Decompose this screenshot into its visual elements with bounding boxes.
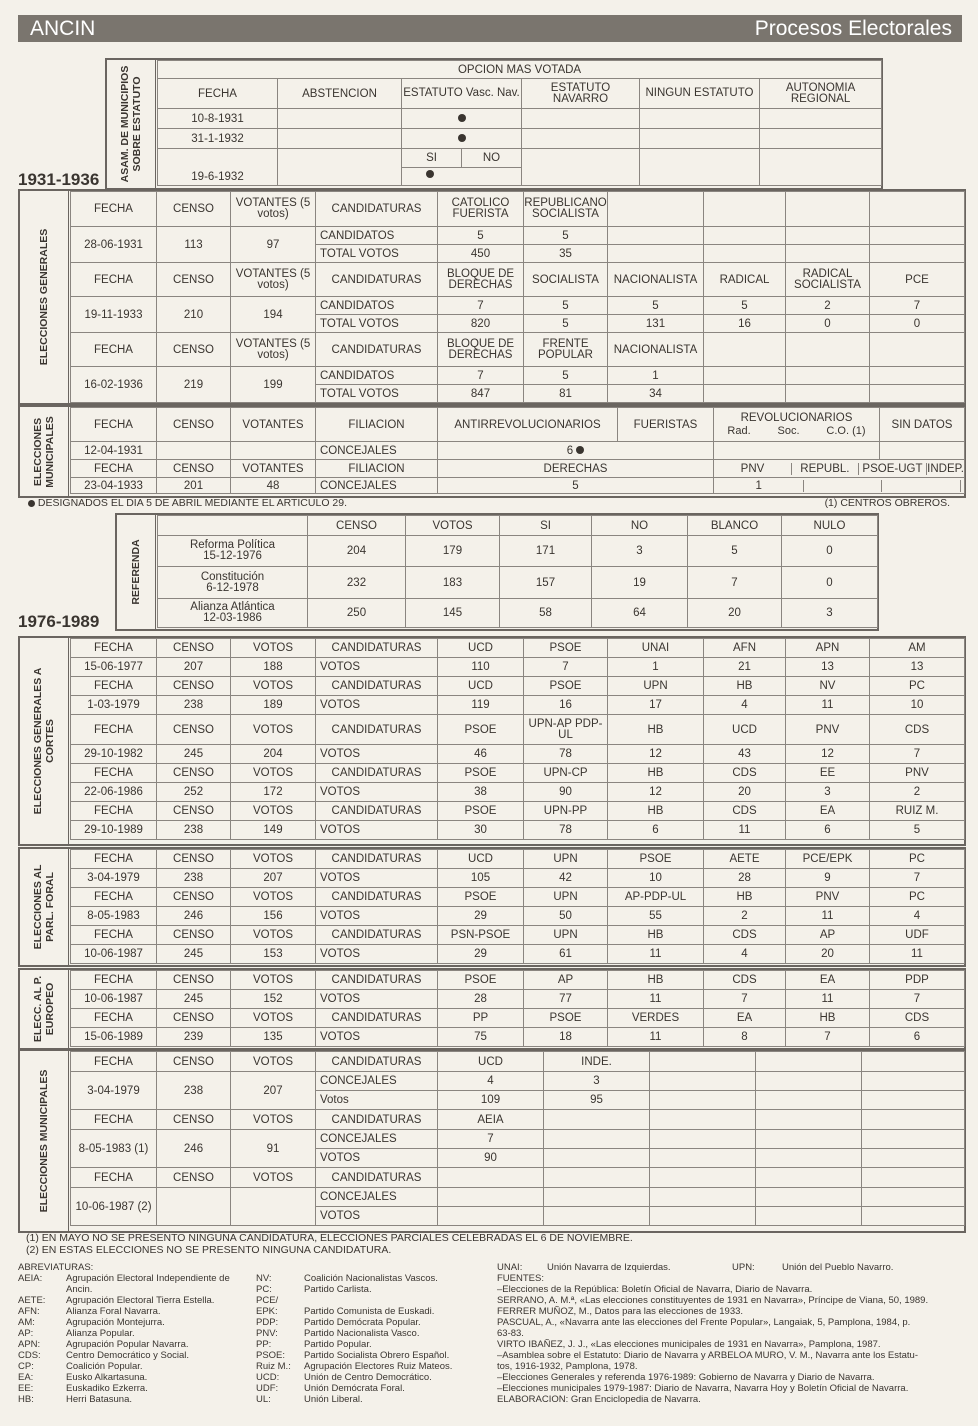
- cortes-label: ELECCIONES GENERALES A CORTES: [32, 667, 56, 815]
- abbreviation-item: EPK: Partido Comunista de Euskadi.: [256, 1306, 435, 1317]
- section-title: Procesos Electorales: [754, 17, 952, 40]
- europeo-section: [18, 968, 966, 1050]
- abbreviation-item: PNV: Partido Nacionalista Vasco.: [256, 1328, 420, 1339]
- abbreviation-item: UDF: Unión Demócrata Foral.: [256, 1383, 405, 1394]
- europeo-label: ELECC. AL P. EUROPEO: [32, 975, 56, 1043]
- abbreviation-item: PDP: Partido Demócrata Popular.: [256, 1317, 421, 1328]
- bottom-notes: (1) EN MAYO NO SE PRESENTO NINGUNA CANDIDATURA, ELECCIONES PARCIALES CELEBRADAS EL 6 DE NOVIEMBRE. (2) EN ESTAS ELECCIONES NO SE PRESENTO NINGUNA CANDIDATURA.: [26, 1232, 633, 1256]
- abbreviation-item: EA: Eusko Alkartasuna.: [18, 1372, 148, 1383]
- abbreviation-item: PSOE: Partido Socialista Obrero Español.: [256, 1350, 450, 1361]
- source-line: tos, 1916-1932, Pamplona, 1978.: [497, 1361, 638, 1372]
- abbreviations-col1: ABREVIATURAS: AEIA: Agrupación Electoral Independiente de Ancin. AETE: Agrupación Electoral Tierra Estella. AFN: Alianza Foral Navarra. AM: Agrupación Montejurra. AP: Alianza Popular. APN: Agrupación Popular Navarra. CDS: Centro Democrático y Social. CP: Coalición Popular. EA: Eusko Alkartasuna. EE: Euskadiko Ezkerra. HB: Herri Batasuna.: [18, 1262, 258, 1405]
- asamblea-section: [105, 58, 883, 190]
- abbreviation-item: Ruiz M.: Agrupación Electores Ruiz Mateos.: [256, 1361, 453, 1372]
- abbreviation-item: PP: Partido Popular.: [256, 1339, 372, 1350]
- generales-1931-table: FECHA CENSO VOTANTES (5 votos) CANDIDATURAS CATOLICO FUERISTA REPUBLICANO SOCIALISTA 28-06-1931 113 97 CANDIDATOS 5 5 TOTAL VOTOS 450 35 FECHA CENSO VOTANTES (5 votos) CANDIDATURAS BLOQUE DE DERECHAS SOCIALISTA NACIONALISTA RADICAL RADICAL SOCIALISTA PCE 19-11-1933 210 194 CANDIDATOS 7 5 5 5 2 7 TOTAL VOTOS 820 5 131 16 0 0 FECHA CENSO VOTANTES (5 votos) CANDIDATURAS BLOQUE DE DERECHAS FRENTE POPULAR NACIONALISTA 16-02-1936 219 199 CANDIDATOS 7 5 1 TOTAL VOTOS 847 81 34: [70, 191, 965, 403]
- source-line: –Elecciones municipales 1979-1987: Diario de Navarra, Navarra Hoy y Boletín Oficial de Navarra.: [497, 1383, 909, 1394]
- generales-label: ELECCIONES GENERALES: [38, 228, 50, 366]
- period-label-1976: 1976-1989: [18, 612, 100, 631]
- municipales-label: ELECCIONES MUNICIPALES: [32, 415, 56, 488]
- cortes-section: [18, 636, 966, 846]
- abbreviations-col3: UNAI: Unión Navarra de Izquierdas. UPN: Unión del Pueblo Navarro.: [497, 1262, 894, 1273]
- vote-dot: [426, 170, 434, 178]
- source-line: FUENTES:: [497, 1273, 544, 1284]
- abbreviation-item: AFN: Alianza Foral Navarra.: [18, 1306, 161, 1317]
- foral-label: ELECCIONES AL PARL. FORAL: [32, 864, 56, 950]
- abbreviation-item: Ancin.: [66, 1284, 93, 1295]
- abbreviation-item: AP: Alianza Popular.: [18, 1328, 135, 1339]
- designation-note: DESIGNADOS EL DIA 5 DE ABRIL MEDIANTE EL ARTICULO 29.: [28, 497, 347, 509]
- municipales-1931-table: FECHA CENSO VOTANTES FILIACION ANTIRREVOLUCIONARIOS FUERISTAS REVOLUCIONARIOS Rad. Soc. C.O. (1) SIN DATOS 12-04-1931 CONCEJALES 6 FECHA CENSO VOTANTES FILIACION DERECHAS PNV REPUBL. PSOE-UGT INDEP. 23-04-1933 201 48 CONCEJALES 5 1: [70, 407, 965, 494]
- europeo-table: FECHA CENSO VOTOS CANDIDATURAS PSOE AP HB CDS EA PDP 10-06-1987 245 152 VOTOS 28 77 11 7 11 7 FECHA CENSO VOTOS CANDIDATURAS PP PSOE VERDES EA HB CDS 15-06-1989 239 135 VOTOS 75 18 11 8 7 6: [70, 970, 965, 1047]
- generales-1931-section: [18, 189, 966, 405]
- source-line: FERRER MUÑOZ, M., Datos para las elecciones de 1933.: [497, 1306, 744, 1317]
- period-label-1931: 1931-1936: [18, 170, 100, 189]
- municipality-title: ANCIN: [30, 17, 96, 40]
- cortes-table: FECHA CENSO VOTOS CANDIDATURAS UCD PSOE UNAI AFN APN AM 15-06-1977 207 188 VOTOS 110 7 1 21 13 13 FECHA CENSO VOTOS CANDIDATURAS UCD PSOE UPN HB NV PC 1-03-1979 238 189 VOTOS 119 16 17 4 11 10 FECHA CENSO VOTOS CANDIDATURAS PSOE UPN-AP PDP-UL HB UCD PNV CDS 29-10-1982 245 204 VOTOS 46 78 12 43 12 7 FECHA CENSO VOTOS CANDIDATURAS PSOE UPN-CP HB CDS EE PNV 22-06-1986 252 172 VOTOS 38 90 12 20 3 2 FECHA CENSO VOTOS CANDIDATURAS PSOE UPN-PP HB CDS EA RUIZ M. 29-10-1989 238 149 VOTOS 30 78 6 11 6 5: [70, 638, 965, 840]
- vote-dot: [458, 134, 466, 142]
- asamblea-table: OPCION MAS VOTADA FECHA ABSTENCION ESTATUTO Vasc. Nav. ESTATUTO NAVARRO NINGUN ESTATUTO AUTONOMIA REGIONAL 10-8-1931 31-1-1932 19-6-1932 SI NO: [157, 60, 882, 186]
- abbreviation-item: NV: Coalición Nacionalistas Vascos.: [256, 1273, 438, 1284]
- abbreviation-item: AEIA: Agrupación Electoral Independiente de: [18, 1273, 230, 1284]
- source-line: 63-83.: [497, 1328, 524, 1339]
- source-line: PASCUAL, A., «Navarra ante las elecciones del Frente Popular», Langaiak, 5, Pamplona, 1984, p.: [497, 1317, 911, 1328]
- abbreviation-item: CP: Coalición Popular.: [18, 1361, 143, 1372]
- municipales-1979-table: FECHA CENSO VOTOS CANDIDATURAS UCD INDE. 3-04-1979 238 207 CONCEJALES 4 3 Votos 109 95 FECHA CENSO VOTOS CANDIDATURAS AEIA 8-05-1983 (1) 246 91 CONCEJALES 7 VOTOS 90 FECHA CENSO VOTOS CANDIDATURAS 10-06-1987 (2) CONCEJALES VOTOS: [70, 1051, 965, 1226]
- abbreviation-item: UL: Unión Liberal.: [256, 1394, 363, 1405]
- designated-dot: [576, 446, 584, 454]
- source-line: –Elecciones Generales y referenda 1976-1989: Gobierno de Navarra y Diario de Navarra.: [497, 1372, 875, 1383]
- municipales-label-2: ELECCIONES MUNICIPALES: [38, 1069, 50, 1213]
- abbreviation-item: HB: Herri Batasuna.: [18, 1394, 133, 1405]
- abbreviation-item: PC: Partido Carlista.: [256, 1284, 372, 1295]
- abbreviations-col2: [256, 1273, 496, 1405]
- abbreviation-item: UCD: Unión de Centro Democrático.: [256, 1372, 432, 1383]
- foral-section: [18, 847, 966, 967]
- referenda-table: CENSO VOTOS SI NO BLANCO NULO Reforma Política 15-12-1976 204 179 171 3 5 0 Constitución 6-12-1978 232 183 157 19 7 0 Alianza Atlántica 12-03-1986 250 145 58 64 20 3: [157, 515, 878, 628]
- abbreviation-item: CDS: Centro Democrático y Social.: [18, 1350, 190, 1361]
- municipales-1931-section: [18, 405, 966, 498]
- sources: [497, 1273, 957, 1405]
- abbreviation-item: AM: Agrupación Montejurra.: [18, 1317, 165, 1328]
- source-line: –Asamblea sobre el Estatuto: Diario de Navarra y ARBELOA MURO, V. M., Navarra ante los Estatu-: [497, 1350, 918, 1361]
- vote-dot: [458, 114, 466, 122]
- referenda-section: [115, 513, 879, 631]
- abbreviation-item: PCE/: [256, 1295, 279, 1306]
- abbreviation-item: APN: Agrupación Popular Navarra.: [18, 1339, 189, 1350]
- page-header: [18, 15, 962, 42]
- municipales-1979-section: [18, 1049, 966, 1233]
- source-line: –Elecciones de la República: Boletín Oficial de Navarra, Diario de Navarra.: [497, 1284, 813, 1295]
- referenda-label: REFERENDA: [130, 539, 142, 605]
- asamblea-label: ASAM. DE MUNICIPIOS SOBRE ESTATUTO: [119, 65, 143, 183]
- source-line: VIRTO IBAÑEZ, J. J., «Las elecciones municipales de 1931 en Navarra», Pamplona, 1987.: [497, 1339, 881, 1350]
- abbreviation-item: AETE: Agrupación Electoral Tierra Estella.: [18, 1295, 215, 1306]
- source-line: SERRANO, A. M.ª, «Las elecciones constituyentes de 1931 en Navarra», Príncipe de Viana, 50, 1989.: [497, 1295, 929, 1306]
- source-line: ELABORACION: Gran Enciclopedia de Navarra.: [497, 1394, 701, 1405]
- centros-note: (1) CENTROS OBREROS.: [824, 497, 950, 509]
- foral-table: FECHA CENSO VOTOS CANDIDATURAS UCD UPN PSOE AETE PCE/EPK PC 3-04-1979 238 207 VOTOS 105 42 10 28 9 7 FECHA CENSO VOTOS CANDIDATURAS PSOE UPN AP-PDP-UL HB PNV PC 8-05-1983 246 156 VOTOS 29 50 55 2 11 4 FECHA CENSO VOTOS CANDIDATURAS PSN-PSOE UPN HB CDS AP UDF 10-06-1987 245 153 VOTOS 29 61 11 4 20 11: [70, 849, 965, 964]
- abbreviation-item: EE: Euskadiko Ezkerra.: [18, 1383, 148, 1394]
